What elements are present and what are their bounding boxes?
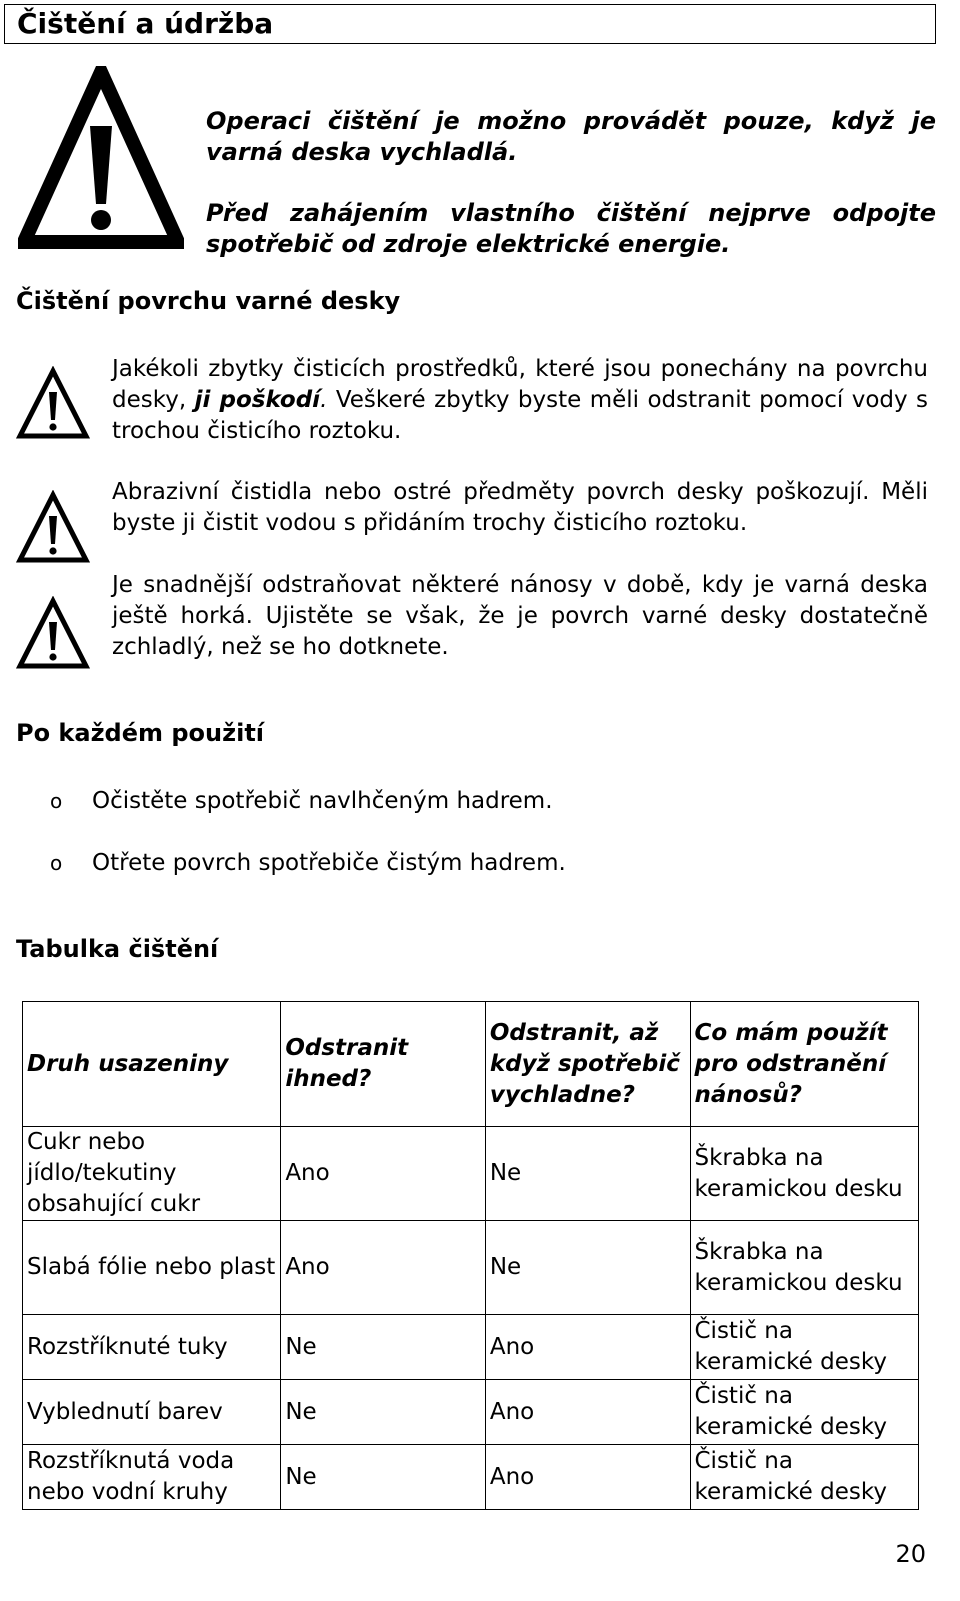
list-item: o Očistěte spotřebič navlhčeným hadrem. xyxy=(50,786,553,817)
intro-paragraph-2: Před zahájením vlastního čištění nejprve odpojte spotřebič od zdroje elektrické energie. xyxy=(206,199,936,258)
table-cell: Ano xyxy=(485,1445,690,1510)
table-cell: Cukr nebo jídlo/tekutiny obsahující cukr xyxy=(23,1127,281,1221)
table-row xyxy=(23,1221,919,1315)
table-row xyxy=(23,1445,919,1510)
title-box xyxy=(4,4,936,44)
table-cell: Ano xyxy=(485,1380,690,1445)
table-cell: Ano xyxy=(485,1315,690,1380)
warning-icon xyxy=(16,596,90,670)
table-header-cell: Druh usazeniny xyxy=(23,1002,281,1127)
warning-paragraph-3: Je snadnější odstraňovat některé nánosy v době, kdy je varná deska ještě horká. Ujistěte se však, že je povrch varné desky dostatečně zchladlý, než se ho dotknete. xyxy=(112,572,928,660)
table-cell: Rozstříknutá voda nebo vodní kruhy xyxy=(23,1445,281,1510)
table-cell: Škrabka na keramickou desku xyxy=(690,1221,919,1315)
bullet-icon: o xyxy=(50,851,63,875)
emphasis-text: ji poškodí xyxy=(194,387,321,413)
table-cell: Ne xyxy=(485,1221,690,1315)
table-cell: Čistič na keramické desky xyxy=(690,1315,919,1380)
table-row xyxy=(23,1315,919,1380)
warning-paragraph-2: Abrazivní čistidla nebo ostré předměty povrch desky poškozují. Měli byste ji čistit vodou s přidáním trochy čisticího roztoku. xyxy=(112,479,928,536)
page-title: Čištění a údržba xyxy=(17,7,274,40)
warning-paragraph-1: Jakékoli zbytky čisticích prostředků, které jsou ponechány na povrchu desky, ji poškodí. Veškeré zbytky byste měli odstranit pomocí vody s trochou čisticího roztoku. xyxy=(112,356,929,444)
table-cell: Ano xyxy=(281,1127,486,1221)
table-cell: Slabá fólie nebo plast xyxy=(23,1221,281,1315)
table-cell: Ne xyxy=(281,1315,486,1380)
table-cell: Vyblednutí barev xyxy=(23,1380,281,1445)
table-cell: Škrabka na keramickou desku xyxy=(690,1127,919,1221)
table-cell: Ne xyxy=(485,1127,690,1221)
table-row xyxy=(23,1127,919,1221)
table-header-cell: Co mám použít pro odstranění nánosů? xyxy=(690,1002,919,1127)
warning-icon xyxy=(16,366,90,440)
page-number: 20 xyxy=(895,1540,926,1568)
intro-paragraph-1: Operaci čištění je možno provádět pouze, když je varná deska vychladlá. xyxy=(206,107,936,166)
list-item: o Otřete povrch spotřebiče čistým hadrem. xyxy=(50,848,566,879)
section-heading-table: Tabulka čištění xyxy=(16,935,219,963)
table-cell: Ano xyxy=(281,1221,486,1315)
cleaning-table xyxy=(22,1001,919,1510)
warning-icon xyxy=(18,66,184,250)
section-heading-after-use: Po každém použití xyxy=(16,719,265,747)
table-header-cell: Odstranit ihned? xyxy=(281,1002,486,1127)
warning-icon xyxy=(16,490,90,564)
table-row xyxy=(23,1380,919,1445)
section-heading-surface: Čištění povrchu varné desky xyxy=(16,287,401,315)
table-header-cell: Odstranit, až když spotřebič vychladne? xyxy=(485,1002,690,1127)
table-cell: Ne xyxy=(281,1445,486,1510)
table-cell: Čistič na keramické desky xyxy=(690,1380,919,1445)
table-cell: Rozstříknuté tuky xyxy=(23,1315,281,1380)
table-header-row xyxy=(23,1002,919,1127)
bullet-icon: o xyxy=(50,789,63,813)
table-cell: Ne xyxy=(281,1380,486,1445)
table-cell: Čistič na keramické desky xyxy=(690,1445,919,1510)
